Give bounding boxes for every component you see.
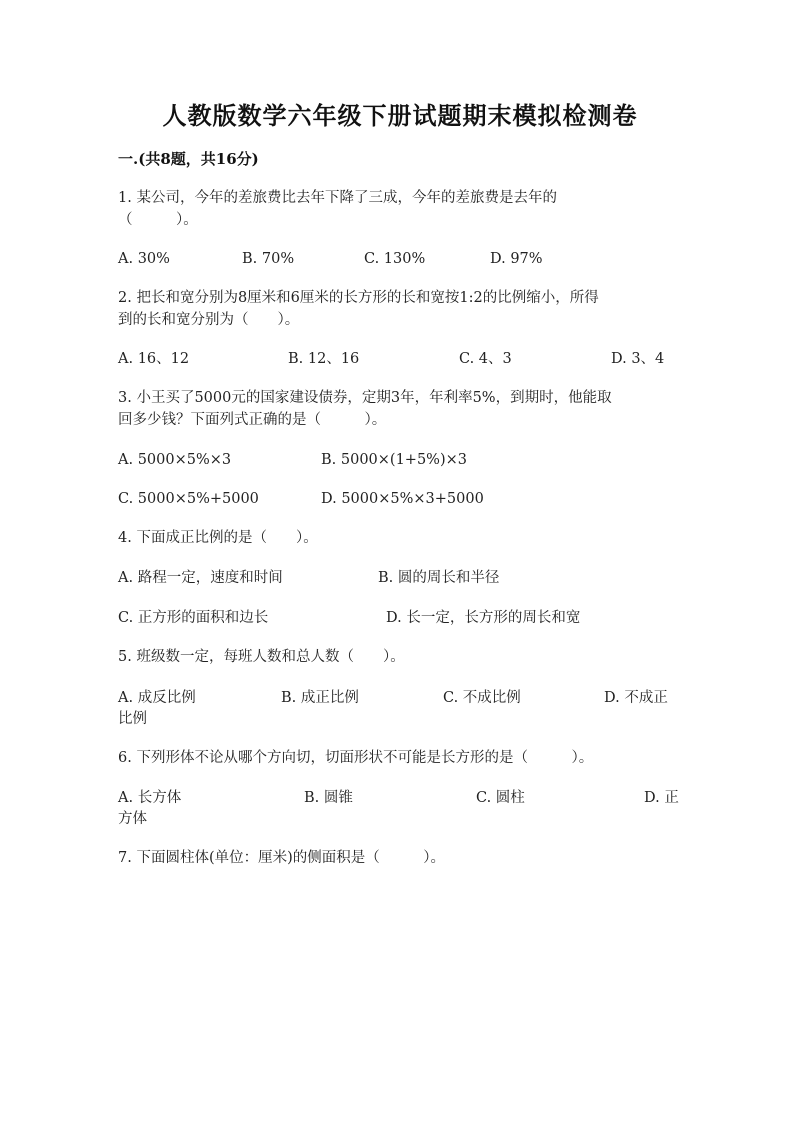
section-header: 一.(共8题，共16分) xyxy=(118,150,259,168)
question-5-option-b: B. 成正比例 xyxy=(281,690,359,706)
question-4-option-b: B. 圆的周长和半径 xyxy=(378,570,500,586)
question-5-text-line-1: 5. 班级数一定，每班人数和总人数（ ）。 xyxy=(118,649,405,665)
question-1-option-b: B. 70% xyxy=(242,251,295,267)
question-6-option-d: D. 正 xyxy=(644,790,679,806)
question-5-option-d: D. 不成正 xyxy=(604,690,668,706)
question-3-option-d: D. 5000×5%×3+5000 xyxy=(321,491,484,507)
question-7-text-line-1: 7. 下面圆柱体(单位：厘米)的侧面积是（ ）。 xyxy=(118,850,446,866)
question-3-option-a: A. 5000×5%×3 xyxy=(118,452,232,468)
question-2-option-c: C. 4、3 xyxy=(459,351,512,367)
question-6-text-line-1: 6. 下列形体不论从哪个方向切，切面形状不可能是长方形的是（ ）。 xyxy=(118,750,594,766)
question-5-option-d-wrap: 比例 xyxy=(118,711,147,727)
question-2-text-line-1: 2. 把长和宽分别为8厘米和6厘米的长方形的长和宽按1:2的比例缩小，所得 xyxy=(118,290,599,306)
question-4-option-c: C. 正方形的面积和边长 xyxy=(118,610,269,626)
question-1-option-c: C. 130% xyxy=(364,251,426,267)
page-title: 人教版数学六年级下册试题期末模拟检测卷 xyxy=(162,101,638,130)
question-3-text-line-1: 3. 小王买了5000元的国家建设债券，定期3年，年利率5%，到期时，他能取 xyxy=(118,390,612,406)
question-2-text-line-2: 到的长和宽分别为（ ）。 xyxy=(118,312,300,328)
question-6-option-a: A. 长方体 xyxy=(118,790,182,806)
question-5-option-a: A. 成反比例 xyxy=(118,690,196,706)
question-1-text-line-1: 1. 某公司，今年的差旅费比去年下降了三成，今年的差旅费是去年的 xyxy=(118,190,557,206)
question-3-text-line-2: 回多少钱？下面列式正确的是（ ）。 xyxy=(118,412,387,428)
question-3-option-c: C. 5000×5%+5000 xyxy=(118,491,259,507)
question-4-text-line-1: 4. 下面成正比例的是（ ）。 xyxy=(118,530,318,546)
question-6-option-b: B. 圆锥 xyxy=(304,790,353,806)
question-1-text-line-2: （ ）。 xyxy=(118,212,198,228)
question-6-option-d-wrap: 方体 xyxy=(118,811,147,827)
question-2-option-a: A. 16、12 xyxy=(118,351,190,367)
question-2-option-d: D. 3、4 xyxy=(611,351,665,367)
question-3-option-b: B. 5000×(1+5%)×3 xyxy=(321,452,467,468)
question-5-option-c: C. 不成比例 xyxy=(443,690,521,706)
question-1-option-d: D. 97% xyxy=(490,251,543,267)
question-2-option-b: B. 12、16 xyxy=(288,351,360,367)
question-4-option-d: D. 长一定，长方形的周长和宽 xyxy=(386,610,581,626)
question-6-option-c: C. 圆柱 xyxy=(476,790,525,806)
question-1-option-a: A. 30% xyxy=(118,251,170,267)
question-4-option-a: A. 路程一定，速度和时间 xyxy=(118,570,283,586)
